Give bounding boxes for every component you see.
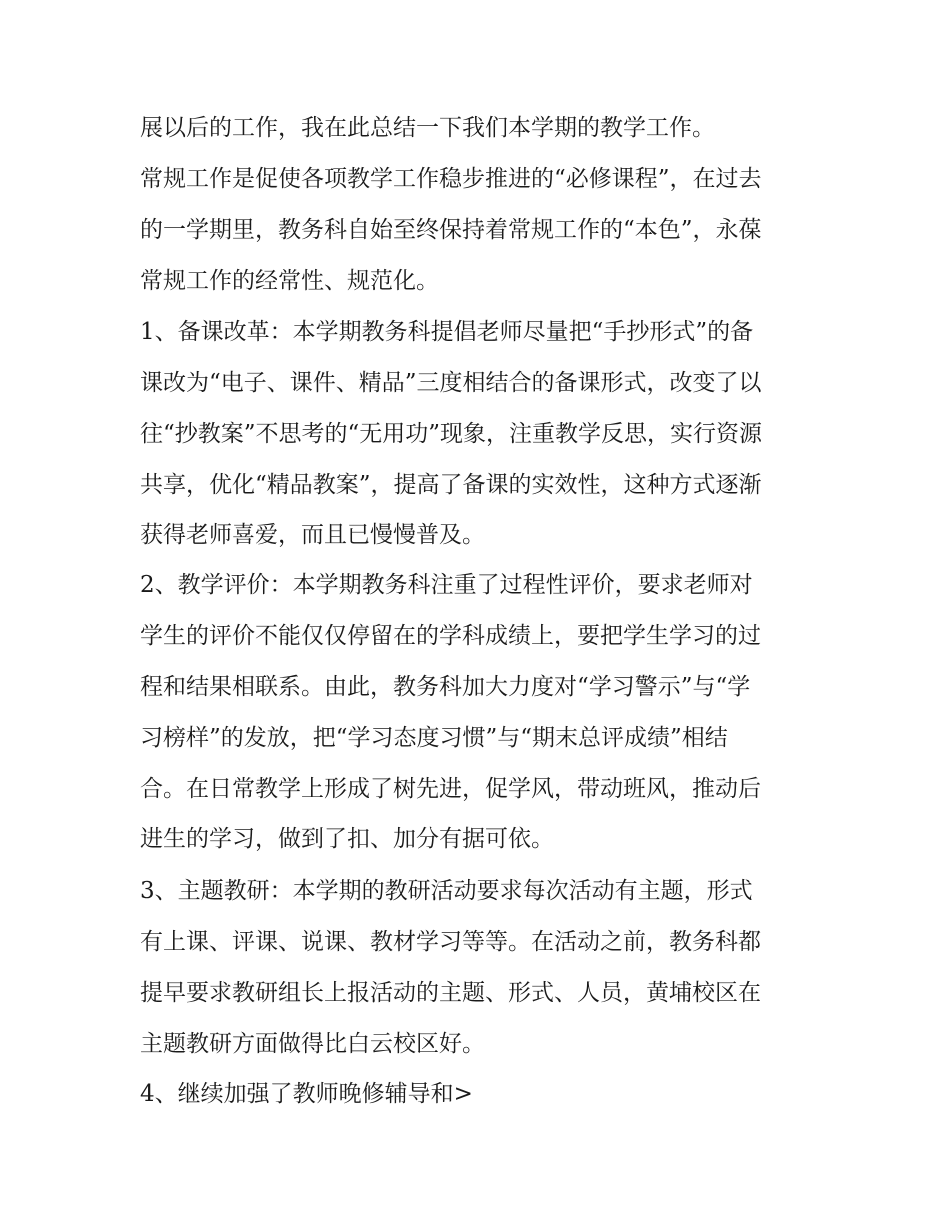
text-line: 有上课、评课、说课、教材学习等等。在活动之前，教务科都 [140,929,761,955]
text-line: 1、备课改革：本学期教务科提倡老师尽量把“手抄形式”的备 [140,319,754,345]
text-line: 主题教研方面做得比白云校区好。 [140,1031,485,1057]
text-line: 获得老师喜爱，而且已慢慢普及。 [140,522,485,548]
text-line: 合。在日常教学上形成了树先进，促学风，带动班风，推动后 [140,776,761,802]
text-line: 程和结果相联系。由此，教务科加大力度对“学习警示”与“学 [140,674,751,700]
text-line: 学生的评价不能仅仅停留在的学科成绩上，要把学生学习的过 [140,623,761,649]
text-line: 习榜样”的发放，把“学习态度习惯”与“期末总评成绩”相结 [140,725,728,751]
text-line: 常规工作是促使各项教学工作稳步推进的“必修课程”，在过去 [140,166,762,192]
text-line: 2、教学评价：本学期教务科注重了过程性评价，要求老师对 [140,572,753,598]
text-line: 进生的学习，做到了扣、加分有据可依。 [140,826,554,852]
text-line: 往“抄教案”不思考的“无用功”现象，注重教学反思，实行资源 [140,421,763,447]
text-line: 共享，优化“精品教案”，提高了备课的实效性，这种方式逐渐 [140,472,762,498]
text-line: 3、主题教研：本学期的教研活动要求每次活动有主题，形式 [140,878,753,904]
text-line: 4、继续加强了教师晚修辅导和> [140,1081,473,1107]
text-line: 常规工作的经常性、规范化。 [140,268,439,294]
text-line: 提早要求教研组长上报活动的主题、形式、人员，黄埔校区在 [140,980,761,1006]
text-line: 的一学期里，教务科自始至终保持着常规工作的“本色”，永葆 [140,217,762,243]
text-line: 展以后的工作，我在此总结一下我们本学期的教学工作。 [140,115,715,141]
text-line: 课改为“电子、课件、精品”三度相结合的备课形式，改变了以 [140,370,762,396]
